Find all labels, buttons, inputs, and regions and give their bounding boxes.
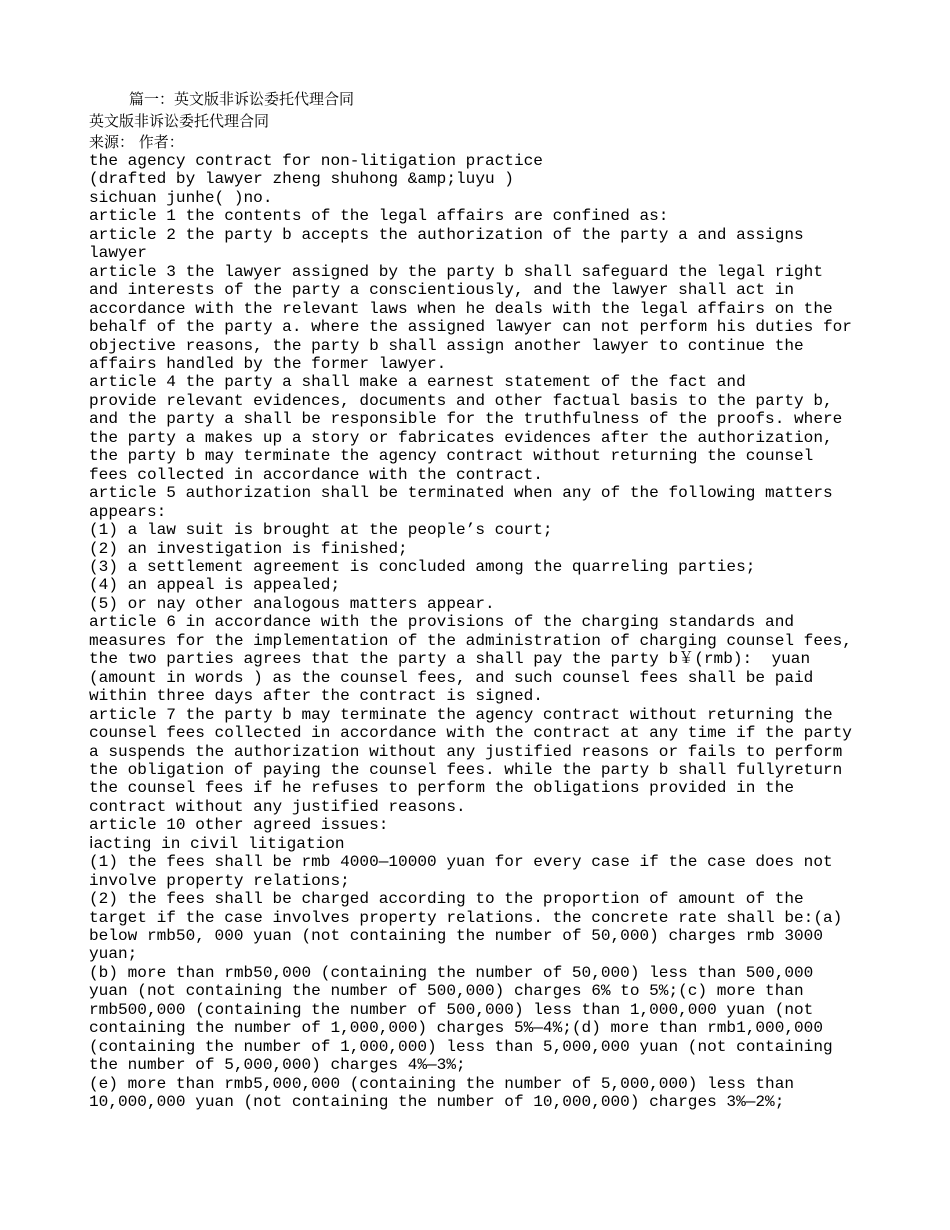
text-line: rmb500,000 (containing the number of 500,000) less than 1,000,000 yuan (not xyxy=(89,1000,814,1019)
text-line: 10,000,000 yuan (not containing the number of 10,000,000) charges 3%—2%; xyxy=(89,1093,785,1112)
text-line: the counsel fees if he refuses to perform the obligations provided in the xyxy=(89,779,795,798)
text-line: (1) a law suit is brought at the people’s court; xyxy=(89,521,553,540)
text-line: (amount in words ) as the counsel fees, and such counsel fees shall be paid xyxy=(89,668,814,687)
text-line: and the party a shall be responsible for the truthfulness of the proofs. where xyxy=(89,410,843,429)
text-line: a suspends the authorization without any justified reasons or fails to perform xyxy=(89,742,843,761)
text-line: the two parties agrees that the party a shall pay the party b￥(rmb): yuan xyxy=(89,650,811,669)
text-line: (5) or nay other analogous matters appear. xyxy=(89,594,495,613)
text-line: within three days after the contract is signed. xyxy=(89,687,543,706)
text-line: objective reasons, the party b shall assign another lawyer to continue the xyxy=(89,336,804,355)
contract-text xyxy=(89,152,889,1112)
text-line: article 3 the lawyer assigned by the party b shall safeguard the legal right xyxy=(89,262,823,281)
text-line: behalf of the party a. where the assigned lawyer can not perform his duties for xyxy=(89,318,852,337)
text-line: and interests of the party a conscientiously, and the lawyer shall act in xyxy=(89,281,795,300)
text-line: article 4 the party a shall make a earnest statement of the fact and xyxy=(89,373,746,392)
text-line: article 5 authorization shall be terminated when any of the following matters xyxy=(89,484,833,503)
text-line: article 6 in accordance with the provisions of the charging standards and xyxy=(89,613,795,632)
text-line: the agency contract for non-litigation practice xyxy=(89,152,543,170)
text-line: target if the case involves property relations. the concrete rate shall be:(a) xyxy=(89,908,843,927)
text-line: yuan; xyxy=(89,945,138,964)
text-line: involve property relations; xyxy=(89,871,350,890)
text-line: (2) an investigation is finished; xyxy=(89,539,408,558)
text-line: (3) a settlement agreement is concluded among the quarreling parties; xyxy=(89,557,756,576)
chapter-title: 篇一：英文版非诉讼委托代理合同 xyxy=(129,90,355,108)
text-line: below rmb50, 000 yuan (not containing the number of 50,000) charges rmb 3000 xyxy=(89,927,823,946)
text-line: (drafted by lawyer zheng shuhong &amp;luyu ) xyxy=(89,170,514,189)
text-line: lawyer xyxy=(89,244,147,263)
text-line: (4) an appeal is appealed; xyxy=(89,576,341,595)
text-line: article 7 the party b may terminate the agency contract without returning the xyxy=(89,705,833,724)
text-line: the obligation of paying the counsel fees. while the party b shall fullyreturn xyxy=(89,760,843,779)
text-line: the party a makes up a story or fabricates evidences after the authorization, xyxy=(89,428,833,447)
text-line: measures for the implementation of the administration of charging counsel fees, xyxy=(89,631,852,650)
text-line: provide relevant evidences, documents and other factual basis to the party b, xyxy=(89,391,833,410)
text-line: (b) more than rmb50,000 (containing the number of 50,000) less than 500,000 xyxy=(89,963,814,982)
text-line: (1) the fees shall be rmb 4000—10000 yuan for every case if the case does not xyxy=(89,853,833,872)
text-line: article 10 other agreed issues: xyxy=(89,816,389,835)
text-line: article 1 the contents of the legal affairs are confined as: xyxy=(89,207,669,226)
document-body xyxy=(89,88,889,1112)
text-line: the party b may terminate the agency contract without returning the counsel xyxy=(89,447,814,466)
text-line: yuan (not containing the number of 500,000) charges 6% to 5%;(c) more than xyxy=(89,982,804,1001)
text-line: appears: xyxy=(89,502,167,521)
source-author-line: 来源： 作者： xyxy=(89,133,184,151)
document-title: 英文版非诉讼委托代理合同 xyxy=(89,112,270,130)
text-line: ⅰacting in civil litigation xyxy=(89,834,345,853)
text-line: sichuan junhe( )no. xyxy=(89,188,273,207)
text-line: counsel fees collected in accordance with the contract at any time if the party xyxy=(89,724,852,743)
text-line: (e) more than rmb5,000,000 (containing the number of 5,000,000) less than xyxy=(89,1074,795,1093)
text-line: (containing the number of 1,000,000) less than 5,000,000 yuan (not containing xyxy=(89,1037,833,1056)
text-line: (2) the fees shall be charged according to the proportion of amount of the xyxy=(89,890,804,909)
text-line: fees collected in accordance with the contract. xyxy=(89,465,543,484)
text-line: containing the number of 1,000,000) charges 5%—4%;(d) more than rmb1,000,000 xyxy=(89,1019,823,1038)
text-line: affairs handled by the former lawyer. xyxy=(89,354,447,373)
text-line: the number of 5,000,000) charges 4%—3%; xyxy=(89,1056,466,1075)
text-line: contract without any justified reasons. xyxy=(89,797,466,816)
text-line: article 2 the party b accepts the authorization of the party a and assigns xyxy=(89,225,804,244)
text-line: accordance with the relevant laws when he deals with the legal affairs on the xyxy=(89,299,833,318)
